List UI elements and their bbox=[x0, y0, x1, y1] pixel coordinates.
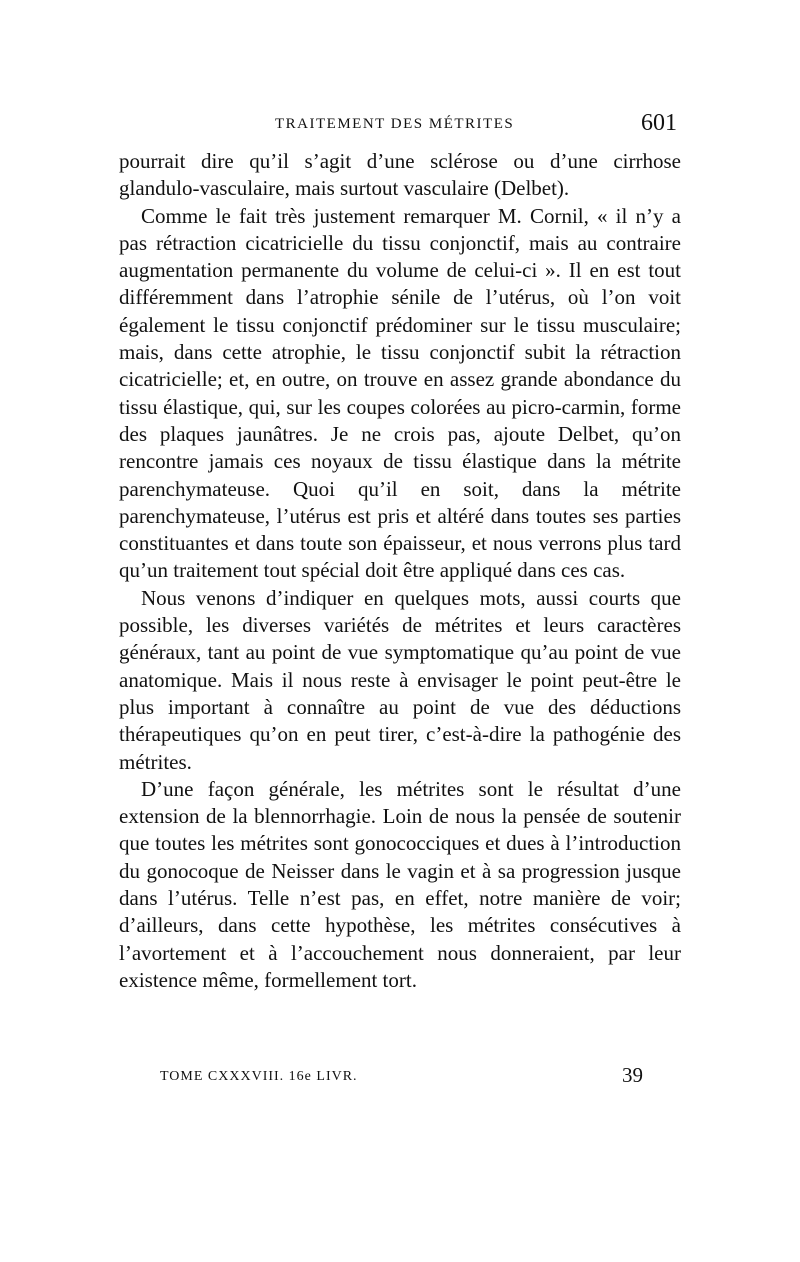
footer-sheet-number: 39 bbox=[622, 1063, 643, 1087]
paragraph: pourrait dire qu’il s’agit d’une sclérose ou d’une cirrhose glandulo-vasculaire, mais surtout vasculaire (Delbet). bbox=[119, 149, 681, 201]
paragraph: Comme le fait très justement remarquer M. Cornil, « il n’y a pas rétraction cicatricielle du tissu conjonctif, mais au contraire augmentation permanente du volume de celui-ci ». Il en est tout différemment dans l’atrophie sénile de l’utérus, où l’on voit également le tissu conjonctif prédominer sur le tissu musculaire; mais, dans cette atrophie, le tissu conjonctif subit la rétraction cicatricielle; et, en outre, on trouve en assez grande abondance du tissu élastique, qui, sur les coupes colorées au picro-carmin, forme des plaques jaunâtres. Je ne crois pas, ajoute Delbet, qu’on rencontre jamais ces noyaux de tissu élastique dans la métrite parenchymateuse. Quoi qu’il en soit, dans la métrite parenchymateuse, l’utérus est pris et altéré dans toutes ses parties constituantes et dans toute son épaisseur, et nous verrons plus tard qu’un traitement tout spécial doit être appliqué dans ces cas. bbox=[119, 203, 681, 583]
running-title: TRAITEMENT DES MÉTRITES bbox=[275, 116, 515, 132]
paragraph: Nous venons d’indiquer en quelques mots, aussi courts que possible, les diverses variétés de métrites et leurs caractères généraux, tant au point de vue symptomatique qu’au point de vue anatomique. Mais il nous reste à envisager le point peut-être le plus important à connaître au point de vue des déductions thérapeutiques qu’on en peut tirer, c’est-à-dire la pathogénie des métrites. bbox=[119, 585, 681, 774]
page-number: 601 bbox=[641, 110, 677, 136]
footer-signature: TOME CXXXVIII. 16e LIVR. bbox=[160, 1069, 358, 1084]
paragraph: D’une façon générale, les métrites sont le résultat d’une extension de la blennorrhagie. Loin de nous la pensée de soutenir que toutes les métrites sont gonococciques et dues à l’introduction du gonocoque de Neisser dans le vagin et à sa progression jusque dans l’utérus. Telle n’est pas, en effet, notre manière de voir; d’ailleurs, dans cette hypothèse, les métrites consécutives à l’avortement et à l’accouchement nous donneraient, par leur existence même, formellement tort. bbox=[119, 776, 681, 992]
body-text bbox=[119, 148, 681, 994]
